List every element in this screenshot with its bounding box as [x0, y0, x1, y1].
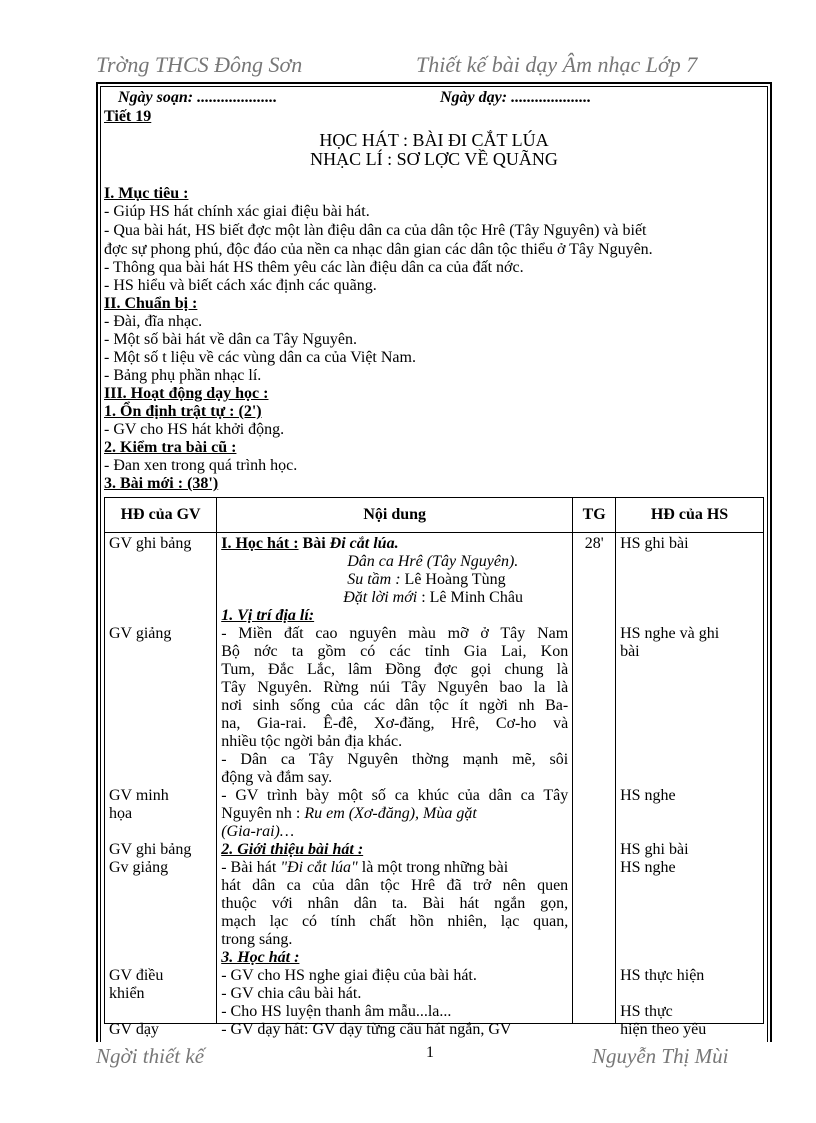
- dan-ca-line: Dân ca Hrê (Tây Nguyên).: [347, 553, 519, 570]
- tiet-label: Tiết 19: [104, 108, 152, 125]
- gioi-thieu-heading: 2. Giới thiệu bài hát :: [221, 841, 364, 858]
- vi-tri-line: Tum, Đắc Lắc, lâm Đồng đợc gọi chung là: [221, 661, 569, 678]
- hoc-hat-line: [221, 535, 568, 553]
- title-line-1: HỌC HÁT : BÀI ĐI CẮT LÚA: [319, 130, 549, 150]
- gv-cell: GV dạy: [109, 1021, 159, 1038]
- hoc-hat-heading: 3. Học hát :: [221, 949, 300, 966]
- vi-tri-heading: 1. Vị trí địa lí:: [221, 607, 315, 624]
- page-number: 1: [426, 1044, 434, 1061]
- gioi-thieu-line: mạch lạc có tính chất hồn nhiên, lạc quan,: [221, 913, 569, 930]
- hs-cell: HS thực hiện: [620, 967, 705, 984]
- muc-tieu-line: - Qua bài hát, HS biết đợc một làn điệu dân ca của dân tộc Hrê (Tây Nguyên) và biết: [104, 222, 647, 239]
- muc-tieu-line: - Giúp HS hát chính xác giai điệu bài hát.: [104, 203, 370, 220]
- hs-cell: HS ghi bài: [620, 535, 689, 552]
- gv-column: [105, 533, 217, 1038]
- chuan-bi-line: - Một số t liệu về các vùng dân ca của Việt Nam.: [104, 349, 416, 366]
- header-course: Thiết kế bài dạy Âm nhạc Lớp 7: [416, 52, 698, 77]
- tg-value: 28': [584, 535, 604, 552]
- dat-loi-name: : Lê Minh Châu: [417, 589, 523, 606]
- hs-cell: hiện theo yêu: [620, 1021, 707, 1038]
- tg-column: [573, 533, 616, 1024]
- hs-cell: bài: [620, 643, 640, 660]
- ngay-soan: Ngày soạn: ....................: [118, 89, 278, 106]
- hoc-hat-step: - GV dạy hát: GV dạy từng câu hát ngắn, GV: [221, 1021, 512, 1038]
- minh-hoa-line: (Gia-rai)…: [221, 823, 295, 840]
- gioi-thieu-text: là một trong những bài: [357, 859, 509, 876]
- vi-tri-line: - Miền đất cao nguyên màu mỡ ở Tây Nam: [221, 625, 569, 642]
- page-header: [96, 52, 776, 80]
- kiem-tra-heading: 2. Kiểm tra bài cũ :: [104, 439, 237, 456]
- gv-cell: khiển: [109, 985, 145, 1002]
- suu-tam-label: Su tầm :: [347, 571, 401, 588]
- gv-cell: GV giảng: [109, 625, 172, 642]
- hs-cell: HS ghi bài: [620, 841, 689, 858]
- header-tg: TG: [573, 498, 616, 533]
- hs-cell: HS nghe: [620, 787, 676, 804]
- hs-cell: HS thực: [620, 1003, 673, 1020]
- kiem-tra-text: - Đan xen trong quá trình học.: [104, 457, 298, 474]
- table-row: [105, 533, 764, 1024]
- muc-tieu-line: - Thông qua bài hát HS thêm yêu các làn điệu dân ca của đất nớc.: [104, 259, 524, 276]
- hoc-hat-step: - GV chia câu bài hát.: [221, 985, 362, 1002]
- on-dinh-text: - GV cho HS hát khởi động.: [104, 421, 285, 438]
- gv-cell: họa: [109, 805, 133, 822]
- gv-cell: GV minh: [109, 787, 169, 804]
- gv-cell: Gv giảng: [109, 859, 169, 876]
- gioi-thieu-line: trong sáng.: [221, 931, 293, 948]
- hoc-hat-step: - Cho HS luyện thanh âm mẫu...la...: [221, 1003, 452, 1020]
- hoc-hat-bai: Bài: [298, 535, 330, 552]
- header-hd-hs: HĐ của HS: [616, 498, 764, 533]
- footer-author-name: Nguyễn Thị Mùi: [592, 1044, 729, 1068]
- footer-author-label: Ngời thiết kế: [96, 1044, 205, 1068]
- vi-tri-line: na, Gia-rai. Ê-đê, Xơ-đăng, Hrê, Cơ-ho và: [221, 715, 569, 732]
- muc-tieu-line: - HS hiểu và biết cách xác định các quãng.: [104, 277, 377, 294]
- chuan-bi-heading: II. Chuẩn bị :: [104, 295, 198, 312]
- minh-hoa-line: [221, 805, 568, 823]
- hoc-hat-label: I. Học hát :: [221, 535, 299, 552]
- on-dinh-heading: 1. Ổn định trật tự : (2'): [104, 403, 262, 420]
- gioi-thieu-line: thuộc với nhân dân ta. Bài hát ngắn gọn,: [221, 895, 569, 912]
- lesson-table: [104, 497, 764, 1038]
- hs-column: [616, 533, 764, 1038]
- hoc-hat-step: - GV cho HS nghe giai điệu của bài hát.: [221, 967, 477, 984]
- content-column: [217, 533, 573, 1038]
- chuan-bi-line: - Đài, đĩa nhạc.: [104, 313, 203, 330]
- vi-tri-line: Tây Nguyên. Rừng núi Tây Nguyên bao la là: [221, 679, 569, 696]
- gv-cell: GV ghi bảng: [109, 535, 192, 552]
- suu-tam-line: [347, 571, 568, 589]
- gioi-thieu-line: [221, 859, 568, 877]
- chuan-bi-line: - Một số bài hát về dân ca Tây Nguyên.: [104, 331, 357, 348]
- title-line-2: NHẠC LÍ : SƠ LỢC VỀ QUÃNG: [310, 149, 558, 169]
- minh-hoa-songs: Ru em (Xơ-đăng), Mùa gặt: [304, 805, 477, 822]
- song-title: Đi cắt lúa.: [329, 535, 399, 552]
- ngay-day: Ngày dạy: ....................: [440, 89, 592, 106]
- gioi-thieu-song: "Đi cắt lúa": [280, 859, 358, 876]
- minh-hoa-line: - GV trình bày một số ca khúc của dân ca Tây: [221, 787, 569, 804]
- hoat-dong-heading: III. Hoạt động dạy học :: [104, 385, 269, 402]
- hs-cell: HS nghe và ghi: [620, 625, 720, 642]
- header-noi-dung: Nội dung: [217, 498, 573, 533]
- header-hd-gv: HĐ của GV: [105, 498, 217, 533]
- vi-tri-line: - Dân ca Tây Nguyên thờng mạnh mẽ, sôi: [221, 751, 569, 768]
- vi-tri-line: Bộ nớc ta gồm có các tỉnh Gia Lai, Kon: [221, 643, 569, 660]
- vi-tri-line: nơi sinh sống của các dân tộc ít ngời nh Ba-: [221, 697, 569, 714]
- dat-loi-line: [343, 589, 568, 607]
- minh-hoa-text: Nguyên nh :: [221, 805, 305, 822]
- vi-tri-line: nhiều tộc ngời bản địa khác.: [221, 733, 403, 750]
- gv-cell: GV ghi bảng: [109, 841, 192, 858]
- muc-tieu-line: đợc sự phong phú, độc đáo của nền ca nhạc dân gian các dân tộc thiểu ở Tây Nguyên.: [104, 241, 653, 258]
- chuan-bi-line: - Bảng phụ phần nhạc lí.: [104, 367, 262, 384]
- gioi-thieu-text: - Bài hát: [221, 859, 281, 876]
- muc-tieu-heading: I. Mục tiêu :: [104, 185, 189, 202]
- header-school: Trờng THCS Đông Sơn: [96, 52, 303, 77]
- table-header-row: [105, 498, 764, 533]
- bai-moi-heading: 3. Bài mới : (38'): [104, 475, 219, 492]
- dat-loi-label: Đặt lời mới: [343, 589, 418, 606]
- suu-tam-name: Lê Hoàng Tùng: [400, 571, 506, 588]
- vi-tri-line: động và đắm say.: [221, 769, 333, 786]
- gioi-thieu-line: hát dân ca của dân tộc Hrê đã trở nên quen: [221, 877, 569, 894]
- gv-cell: GV điều: [109, 967, 164, 984]
- hs-cell: HS nghe: [620, 859, 676, 876]
